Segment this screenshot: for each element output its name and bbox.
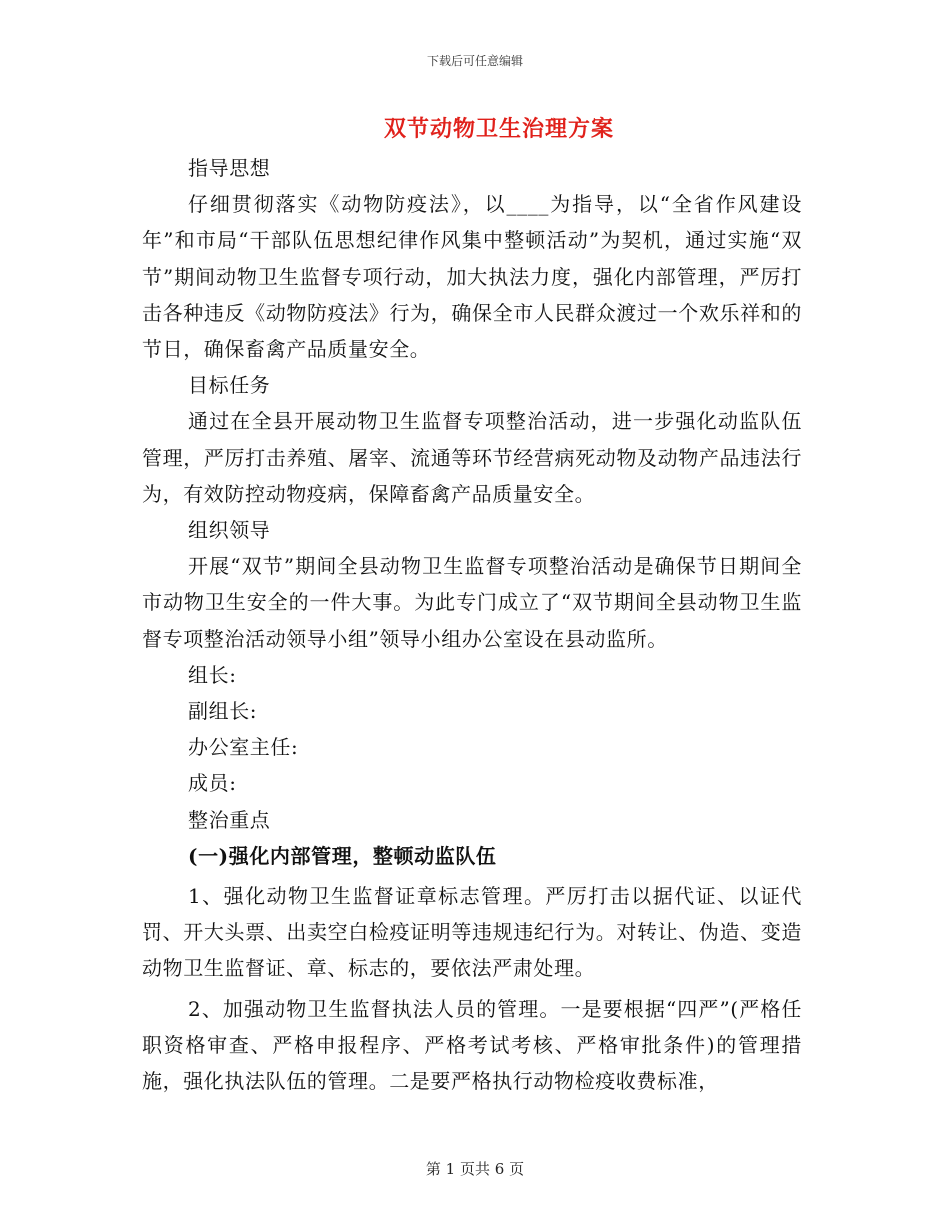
section-heading-objectives: 目标任务	[188, 373, 271, 398]
page-footer: 第 1 页共 6 页	[425, 1160, 525, 1178]
paragraph-item-1: 1、强化动物卫生监督证章标志管理。严厉打击以据代证、以证代罚、开大头票、出卖空白检疫证明等违规违纪行为。对转让、伪造、变造动物卫生监督证、章、标志的，要依法严肃处理。	[142, 884, 802, 981]
section-heading-organization: 组织领导	[188, 518, 271, 543]
document-title: 双节动物卫生治理方案	[383, 116, 614, 142]
paragraph-item-2: 2、加强动物卫生监督执法人员的管理。一是要根据“四严”(严格任职资格审查、严格申报程序、严格考试考核、严格审批条件)的管理措施，强化执法队伍的管理。二是要严格执行动物检疫收费标准，	[142, 996, 802, 1094]
document-body	[142, 150, 802, 1099]
section-heading-focus: 整治重点	[188, 807, 271, 832]
paragraph-objectives: 通过在全县开展动物卫生监督专项整治活动，进一步强化动监队伍管理，严厉打击养殖、屠宰、流通等环节经营病死动物及动物产品违法行为，有效防控动物疫病，保障畜禽产品质量安全。	[142, 409, 802, 506]
section-heading-guiding-ideology: 指导思想	[188, 156, 271, 180]
paragraph-guiding-ideology: 仔细贯彻落实《动物防疫法》，以____为指导，以“全省作风建设年”和市局“干部队伍思想纪律作风集中整顿活动”为契机，通过实施“双节”期间动物卫生监督专项行动，加大执法力度，强化内部管理，严厉打击各种违反《动物防疫法》行为，确保全市人民群众渡过一个欢乐祥和的节日，确保畜禽产品质量安全。	[142, 192, 802, 362]
role-office-director: 办公室主任:	[188, 735, 299, 760]
role-team-leader: 组长:	[188, 662, 237, 687]
paragraph-organization: 开展“双节”期间全县动物卫生监督专项整治活动是确保节日期间全市动物卫生安全的一件大事。为此专门成立了“双节期间全县动物卫生监督专项整治活动领导小组”领导小组办公室设在县动监所。	[142, 554, 802, 651]
subheading-internal-management: (一)强化内部管理，整顿动监队伍	[188, 843, 497, 868]
role-deputy-leader: 副组长:	[188, 699, 258, 724]
page-header: 下载后可任意编辑	[426, 54, 523, 68]
role-members: 成员:	[188, 771, 237, 796]
